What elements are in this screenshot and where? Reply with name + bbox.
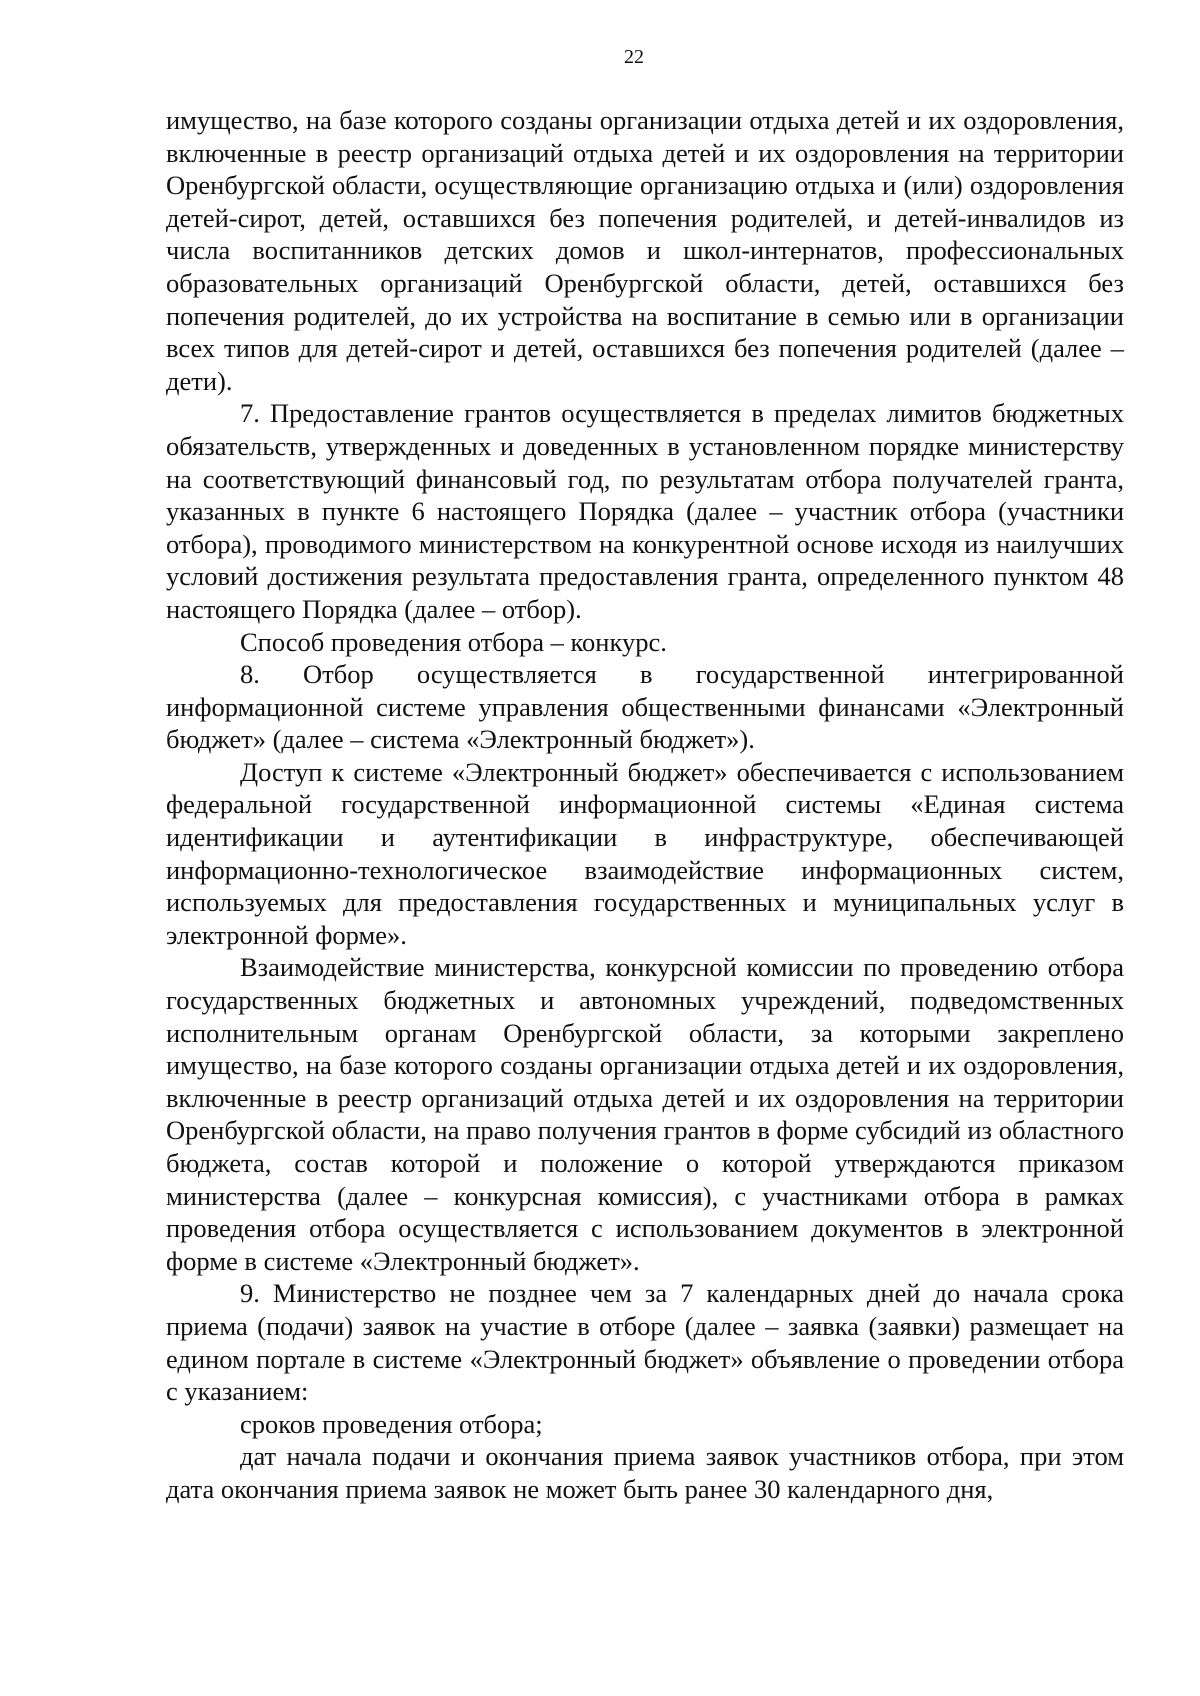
paragraph-application-dates: дат начала подачи и окончания приема заявок участников отбора, при этом дата окончания приема заявок не может быть ранее 30 календарного дня, [166, 1441, 1124, 1504]
paragraph-access: Доступ к системе «Электронный бюджет» обеспечивается с использованием федеральной государственной информационной системы «Единая система идентификации и аутентификации в инфраструктуре, обеспечивающей информационно-технологическое взаимодействие информационных систем, используемых для предоставления государственных и муниципальных услуг в электронной форме». [166, 756, 1124, 950]
paragraph-continuation: имущество, на базе которого созданы организации отдыха детей и их оздоровления, включенные в реестр организаций отдыха детей и их оздоровления на территории Оренбургской области, осуществляющие организацию отдыха и (или) оздоровления детей-сирот, детей, оставшихся без попечения родителей, и детей-инвалидов из числа воспитанников детских домов и школ-интернатов, профессиональных образовательных организаций Оренбургской области, детей, оставшихся без попечения родителей, до их устройства на воспитание в семью или в организации всех типов для детей-сирот и детей, оставшихся без попечения родителей (далее – дети). [166, 105, 1124, 396]
paragraph-item-9: 9. Министерство не позднее чем за 7 календарных дней до начала срока приема (подачи) заявок на участие в отборе (далее – заявка (заявки) размещает на едином портале в системе «Электронный бюджет» объявление о проведении отбора с указанием: [166, 1278, 1124, 1407]
paragraph-selection-terms: сроков проведения отбора; [240, 1408, 543, 1439]
document-body [166, 104, 1124, 1506]
paragraph-item-7: 7. Предоставление грантов осуществляется в пределах лимитов бюджетных обязательств, утвержденных и доведенных в установленном порядке министерству на соответствующий финансовый год, по результатам отбора получателей гранта, указанных в пункте 6 настоящего Порядка (далее – участник отбора (участники отбора), проводимого министерством на конкурентной основе исходя из наилучших условий достижения результата предоставления гранта, определенного пунктом 48 настоящего Порядка (далее – отбор). [166, 398, 1124, 624]
paragraph-selection-method: Способ проведения отбора – конкурс. [240, 626, 667, 657]
paragraph-item-8: 8. Отбор осуществляется в государственной интегрированной информационной системе управления общественными финансами «Электронный бюджет» (далее – система «Электронный бюджет»). [166, 659, 1124, 755]
paragraph-interaction: Взаимодействие министерства, конкурсной комиссии по проведению отбора государственных бюджетных и автономных учреждений, подведомственных исполнительным органам Оренбургской области, за которыми закреплено имущество, на базе которого созданы организации отдыха детей и их оздоровления, включенные в реестр организаций отдыха детей и их оздоровления на территории Оренбургской области, на право получения грантов в форме субсидий из областного бюджета, состав которой и положение о которой утверждаются приказом министерства (далее – конкурсная комиссия), с участниками отбора в рамках проведения отбора осуществляется с использованием документов в электронной форме в системе «Электронный бюджет». [166, 952, 1124, 1276]
page-number: 22 [624, 46, 644, 68]
